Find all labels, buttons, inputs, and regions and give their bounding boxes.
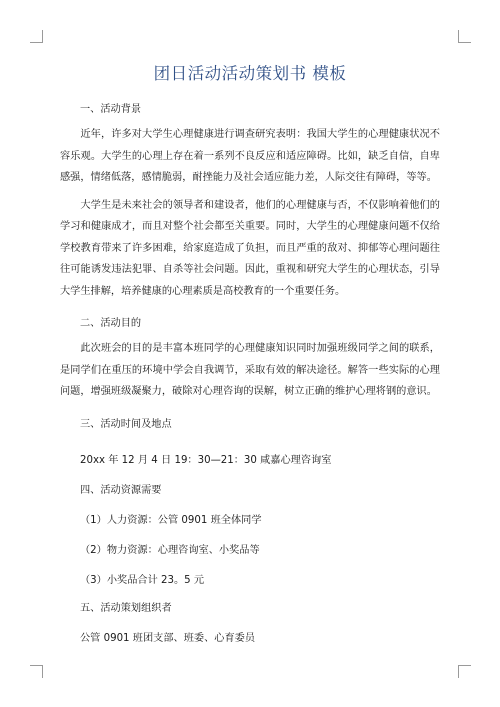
crop-mark-top-left (30, 30, 43, 43)
organizer-value: 公管 0901 班团支部、班委、心育委员 (80, 632, 256, 644)
section-heading-resources: 四、活动资源需要 (80, 484, 162, 496)
section-heading-background: 一、活动背景 (80, 104, 142, 115)
section-heading-organizer: 五、活动策划组织者 (80, 602, 172, 614)
resource-item-2: （2）物力资源：心理咨询室、小奖品等 (80, 544, 260, 556)
paragraph-background-1: 近年，许多对大学生心理健康进行调查研究表明：我国大学生的心理健康状况不容乐观。大学生的心理上存在着一系列不良反应和适应障碍。比如，缺乏自信，自卑感强，情绪低落，感情脆弱，耐挫能力及社会适应能力差，人际交往有障碍，等等。 (60, 129, 440, 183)
crop-mark-bottom-left (30, 665, 43, 678)
document-title: 团日活动活动策划书 模板 (153, 64, 347, 83)
document-body (60, 102, 440, 647)
section-heading-purpose: 二、活动目的 (80, 318, 142, 329)
crop-mark-top-right (458, 30, 471, 43)
time-place-value: 20xx 年 12 月 4 日 19：30—21：30 咸嘉心理咨询室 (80, 454, 332, 466)
section-heading-time-place: 三、活动时间及地点 (80, 418, 172, 430)
paragraph-purpose: 此次班会的目的是丰富本班同学的心理健康知识同时加强班级同学之间的联系，是同学们在重压的环境中学会自我调节，采取有效的解决途径。解答一些实际的心理问题，增强班级凝聚力，破除对心理咨询的误解，树立正确的维护心理将钢的意识。 (60, 343, 440, 397)
crop-mark-bottom-right (458, 665, 471, 678)
resource-item-3: （3）小奖品合计 23。5 元 (80, 574, 205, 586)
paragraph-background-2: 大学生是未来社会的领导者和建设者，他们的心理健康与否，不仅影响着他们的学习和健康成才，而且对整个社会都至关重要。同时，大学生的心理健康问题不仅给学校教育带来了许多困难，给家庭造成了负担，而且严重的敌对、抑郁等心理问题往往可能诱发违法犯罪、自杀等社会问题。因此，重视和研究大学生的心理状态，引导大学生排解，培养健康的心理素质是高校教育的一个重要任务。 (60, 199, 440, 297)
resource-item-1: （1）人力资源：公管 0901 班全体同学 (80, 514, 262, 526)
